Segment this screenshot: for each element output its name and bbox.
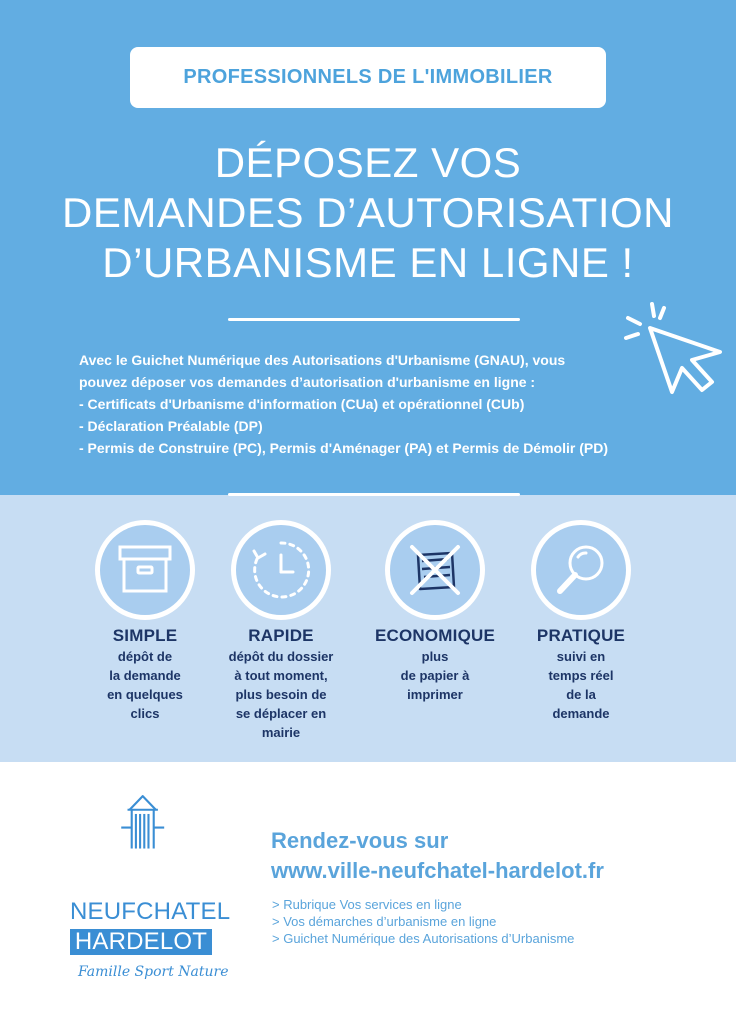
- feature-desc-line: dépôt de: [117, 649, 173, 664]
- headline-line-2: DEMANDES D’AUTORISATION: [61, 189, 674, 236]
- feature-rapide: [219, 520, 343, 742]
- path-link: > Rubrique Vos services en ligne: [272, 897, 462, 912]
- rdv-label: Rendez-vous sur: [271, 828, 449, 853]
- intro-line: - Certificats d'Urbanisme d'information (CUa) et opérationnel (CUb): [79, 396, 525, 412]
- feature-desc-line: clics: [130, 706, 160, 721]
- intro-text: [79, 349, 699, 459]
- feature-icon-circle: [385, 520, 485, 620]
- feature-desc-line: de papier à: [400, 668, 470, 683]
- divider: [228, 493, 520, 496]
- path-link: > Guichet Numérique des Autorisations d’Urbanisme: [272, 931, 575, 946]
- feature-pratique: [519, 520, 643, 723]
- intro-line: - Déclaration Préalable (DP): [79, 418, 263, 434]
- town-logo-tower-icon: [64, 793, 234, 903]
- feature-simple: [83, 520, 207, 723]
- feature-desc-line: imprimer: [407, 687, 463, 702]
- logo-name-line-1: NEUFCHATEL: [70, 898, 231, 925]
- paper-crossed-icon: [402, 537, 468, 603]
- divider: [228, 318, 520, 321]
- feature-desc-line: plus besoin de: [235, 687, 327, 702]
- feature-economique: [373, 520, 497, 704]
- intro-line: Avec le Guichet Numérique des Autorisations d'Urbanisme (GNAU), vous: [79, 352, 566, 368]
- feature-desc-line: dépôt du dossier: [228, 649, 334, 664]
- feature-description: [219, 647, 343, 742]
- feature-description: [83, 647, 207, 723]
- clock-icon: [246, 535, 316, 605]
- feature-desc-line: suivi en: [556, 649, 606, 664]
- path-link: > Vos démarches d’urbanisme en ligne: [272, 914, 497, 929]
- feature-title: SIMPLE: [112, 626, 178, 645]
- feature-desc-line: la demande: [109, 668, 181, 683]
- feature-title: ECONOMIQUE: [374, 626, 496, 645]
- feature-desc-line: mairie: [261, 725, 301, 740]
- call-to-action: [271, 826, 604, 886]
- intro-line: - Permis de Construire (PC), Permis d'Aménager (PA) et Permis de Démolir (PD): [79, 440, 608, 456]
- feature-desc-line: temps réel: [548, 668, 614, 683]
- logo-name-line-2: HARDELOT: [70, 929, 212, 955]
- feature-desc-line: plus: [421, 649, 449, 664]
- feature-icon-circle: [231, 520, 331, 620]
- feature-desc-line: se déplacer en: [235, 706, 327, 721]
- feature-description: [373, 647, 497, 704]
- page-title: [0, 138, 736, 288]
- feature-title: PRATIQUE: [536, 626, 626, 645]
- feature-desc-line: en quelques: [107, 687, 183, 702]
- logo-tagline: Famille Sport Nature: [78, 964, 229, 980]
- intro-line: pouvez déposer vos demandes d’autorisation d'urbanisme en ligne :: [79, 374, 536, 390]
- audience-badge: PROFESSIONNELS DE L'IMMOBILIER: [130, 47, 606, 108]
- magnifier-icon: [548, 537, 614, 603]
- headline-line-3: D’URBANISME EN LIGNE !: [102, 239, 634, 286]
- feature-desc-line: demande: [552, 706, 610, 721]
- feature-desc-line: de la: [566, 687, 596, 702]
- feature-icon-circle: [531, 520, 631, 620]
- box-icon: [114, 541, 176, 599]
- website-link[interactable]: www.ville-neufchatel-hardelot.fr: [271, 858, 604, 883]
- feature-description: [519, 647, 643, 723]
- feature-desc-line: à tout moment,: [234, 668, 328, 683]
- feature-title: RAPIDE: [248, 626, 314, 645]
- headline-line-1: DÉPOSEZ VOS: [214, 139, 522, 186]
- feature-icon-circle: [95, 520, 195, 620]
- path-links: [272, 896, 574, 947]
